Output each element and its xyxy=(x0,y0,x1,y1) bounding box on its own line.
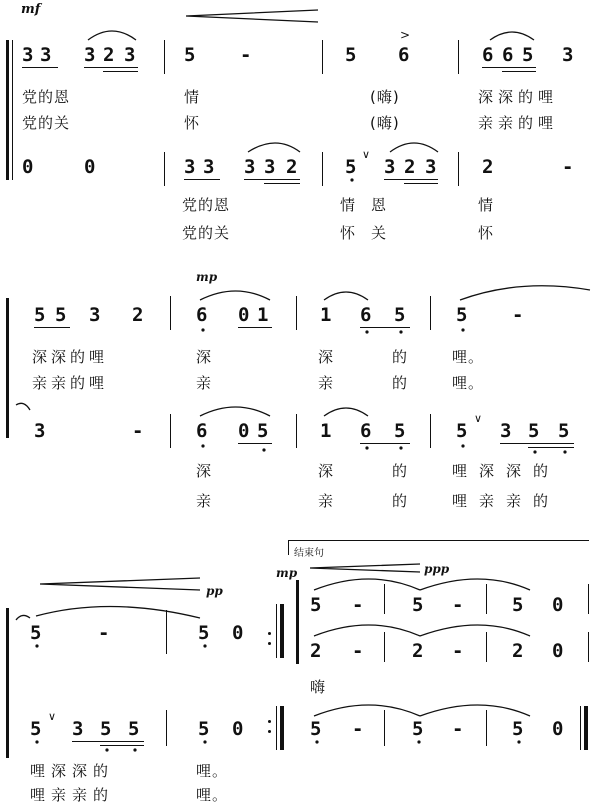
slur xyxy=(490,32,534,40)
lyric-verse2: 亲 xyxy=(196,374,213,392)
lyric-verse2: 亲亲的哩 xyxy=(32,374,109,392)
note: 6 xyxy=(360,420,372,442)
breath-mark: ∨ xyxy=(362,148,371,161)
breath-mark: ∨ xyxy=(48,710,57,723)
lyric-verse2: 怀 xyxy=(478,224,495,242)
dynamic-mf: mf xyxy=(21,2,41,17)
note: 0 xyxy=(232,718,244,740)
note: 5 xyxy=(412,718,424,740)
lyric-verse2: 党的关 xyxy=(182,224,231,242)
lyric-verse2: 亲 xyxy=(196,492,213,510)
breath-mark: ∨ xyxy=(474,412,483,425)
note: 1 xyxy=(320,304,332,326)
note: 3 xyxy=(562,44,574,66)
lyric-verse1: 党的恩 xyxy=(182,196,231,214)
note: - xyxy=(352,594,364,616)
lyric-verse1: 党的恩 xyxy=(22,88,71,106)
slur xyxy=(324,292,368,300)
note: 5 xyxy=(412,594,424,616)
note: 3 xyxy=(264,156,276,178)
lyric-verse1: 哩。 xyxy=(452,348,485,366)
slur xyxy=(36,606,200,618)
note: 2 xyxy=(132,304,144,326)
note: 3 xyxy=(89,304,101,326)
note: 5 xyxy=(184,44,196,66)
note: 3 xyxy=(184,156,196,178)
note: 0 xyxy=(22,156,34,178)
lyric-verse1: 深 xyxy=(196,462,213,480)
low-octave-dot xyxy=(35,740,38,743)
low-octave-dot xyxy=(533,450,536,453)
lyric-verse2: 的 xyxy=(392,374,409,392)
note: 0 xyxy=(552,594,564,616)
lyric-verse2: 怀关 xyxy=(340,224,403,242)
low-octave-dot xyxy=(262,448,265,451)
slur xyxy=(420,705,530,716)
note: 5 xyxy=(100,718,112,740)
note: - xyxy=(352,640,364,662)
dynamic-mp: mp xyxy=(276,566,298,580)
note: 5 xyxy=(394,304,406,326)
note: 5 xyxy=(456,304,468,326)
decrescendo-hairpin xyxy=(40,578,200,590)
note: 3 xyxy=(124,44,136,66)
note: 1 xyxy=(320,420,332,442)
slur xyxy=(420,625,530,636)
dynamic-pp: pp xyxy=(206,584,223,598)
low-octave-dot xyxy=(365,330,368,333)
lyric-verse1: 深深的哩 xyxy=(478,88,559,106)
note: 3 xyxy=(40,44,52,66)
lyric-verse2: (嗨) xyxy=(370,114,400,132)
low-octave-dot xyxy=(399,330,402,333)
slur xyxy=(200,291,270,300)
low-octave-dot xyxy=(399,446,402,449)
note: 5 xyxy=(257,420,269,442)
lyric-verse1: (嗨) xyxy=(370,88,400,106)
slur xyxy=(16,615,30,620)
lyric-verse2: 的 xyxy=(392,492,409,510)
note: 5 xyxy=(310,718,322,740)
note: 5 xyxy=(198,622,210,644)
slur xyxy=(200,407,270,416)
lyric-verse2: 亲 xyxy=(318,374,335,392)
note: 2 xyxy=(103,44,115,66)
lyric-verse2: 亲 xyxy=(318,492,335,510)
note: 0 xyxy=(238,420,250,442)
note: 3 xyxy=(84,44,96,66)
note: - xyxy=(452,718,464,740)
note: 0 xyxy=(232,622,244,644)
note: 0 xyxy=(84,156,96,178)
lyric-verse1: 哩深深的 xyxy=(452,462,561,480)
slur xyxy=(314,625,420,636)
low-octave-dot xyxy=(461,444,464,447)
slur xyxy=(314,579,420,590)
note: 6 xyxy=(360,304,372,326)
note: 5 xyxy=(528,420,540,442)
low-octave-dot xyxy=(35,644,38,647)
note: - xyxy=(452,640,464,662)
lyric-verse1: 哩深深的 xyxy=(30,762,115,780)
lyric-verse1: 情 xyxy=(184,88,201,106)
note: 5 xyxy=(30,718,42,740)
lyric-verse2: 哩亲亲的 xyxy=(30,786,115,804)
low-octave-dot xyxy=(203,740,206,743)
note: 3 xyxy=(22,44,34,66)
note: 0 xyxy=(552,718,564,740)
note: 0 xyxy=(238,304,250,326)
note: 3 xyxy=(500,420,512,442)
note: 2 xyxy=(404,156,416,178)
note: 2 xyxy=(310,640,322,662)
low-octave-dot xyxy=(461,328,464,331)
slur xyxy=(16,403,30,410)
lyric-verse2: 哩。 xyxy=(452,374,485,392)
lyric-verse1: 深深的哩 xyxy=(32,348,109,366)
low-octave-dot xyxy=(563,450,566,453)
lyric-verse1: 深 xyxy=(318,348,335,366)
note: - xyxy=(512,304,524,326)
note: 0 xyxy=(552,640,564,662)
ending-label: 结束句 xyxy=(294,548,324,559)
note: - xyxy=(132,420,144,442)
note: 3 xyxy=(203,156,215,178)
slur xyxy=(420,579,530,590)
low-octave-dot xyxy=(350,178,353,181)
note: 5 xyxy=(34,304,46,326)
note: 6 xyxy=(196,420,208,442)
note: - xyxy=(240,44,252,66)
note: 2 xyxy=(512,640,524,662)
note: 5 xyxy=(310,594,322,616)
note: 3 xyxy=(72,718,84,740)
slur xyxy=(390,143,438,152)
note: 3 xyxy=(384,156,396,178)
note: 3 xyxy=(34,420,46,442)
decrescendo-hairpin xyxy=(310,564,420,572)
low-octave-dot xyxy=(133,748,136,751)
note: - xyxy=(98,622,110,644)
lyric-verse1: 深 xyxy=(318,462,335,480)
crescendo-hairpin xyxy=(186,10,318,22)
lyric-verse1: 情恩 xyxy=(340,196,403,214)
note: - xyxy=(562,156,574,178)
note: - xyxy=(352,718,364,740)
slur xyxy=(314,705,420,716)
lyric-verse1: 的 xyxy=(392,348,409,366)
lyric-hai: 嗨 xyxy=(310,678,327,696)
low-octave-dot xyxy=(201,328,204,331)
low-octave-dot xyxy=(203,644,206,647)
note: 2 xyxy=(286,156,298,178)
slur xyxy=(88,31,136,40)
lyric-verse2: 怀 xyxy=(184,114,201,132)
note: 5 xyxy=(456,420,468,442)
note: 5 xyxy=(345,44,357,66)
note: 5 xyxy=(558,420,570,442)
note: 5 xyxy=(522,44,534,66)
note: 5 xyxy=(512,718,524,740)
accent-mark: > xyxy=(400,28,411,42)
lyric-verse2: 亲亲的哩 xyxy=(478,114,559,132)
note: 2 xyxy=(412,640,424,662)
note: 3 xyxy=(425,156,437,178)
dynamic-ppp: ppp xyxy=(424,562,450,576)
lyric-verse1: 哩。 xyxy=(196,762,229,780)
lyric-verse2: 哩亲亲的 xyxy=(452,492,561,510)
note: 5 xyxy=(345,156,357,178)
note: 6 xyxy=(196,304,208,326)
lyric-verse2: 党的关 xyxy=(22,114,71,132)
note: 5 xyxy=(128,718,140,740)
note: - xyxy=(452,594,464,616)
low-octave-dot xyxy=(517,740,520,743)
lyric-verse1: 情 xyxy=(478,196,495,214)
note: 5 xyxy=(55,304,67,326)
lyric-verse1: 深 xyxy=(196,348,213,366)
note: 6 xyxy=(398,44,410,66)
slur xyxy=(324,408,368,416)
note: 3 xyxy=(244,156,256,178)
lyric-verse2: 哩。 xyxy=(196,786,229,804)
note: 6 xyxy=(482,44,494,66)
low-octave-dot xyxy=(105,748,108,751)
note: 5 xyxy=(198,718,210,740)
low-octave-dot xyxy=(315,740,318,743)
lyric-verse1: 的 xyxy=(392,462,409,480)
low-octave-dot xyxy=(365,446,368,449)
note: 5 xyxy=(394,420,406,442)
note: 2 xyxy=(482,156,494,178)
dynamic-mp: mp xyxy=(196,270,218,284)
note: 1 xyxy=(257,304,269,326)
slur xyxy=(460,286,590,300)
low-octave-dot xyxy=(201,444,204,447)
slur xyxy=(248,143,300,152)
note: 6 xyxy=(502,44,514,66)
low-octave-dot xyxy=(417,740,420,743)
note: 5 xyxy=(30,622,42,644)
note: 5 xyxy=(512,594,524,616)
